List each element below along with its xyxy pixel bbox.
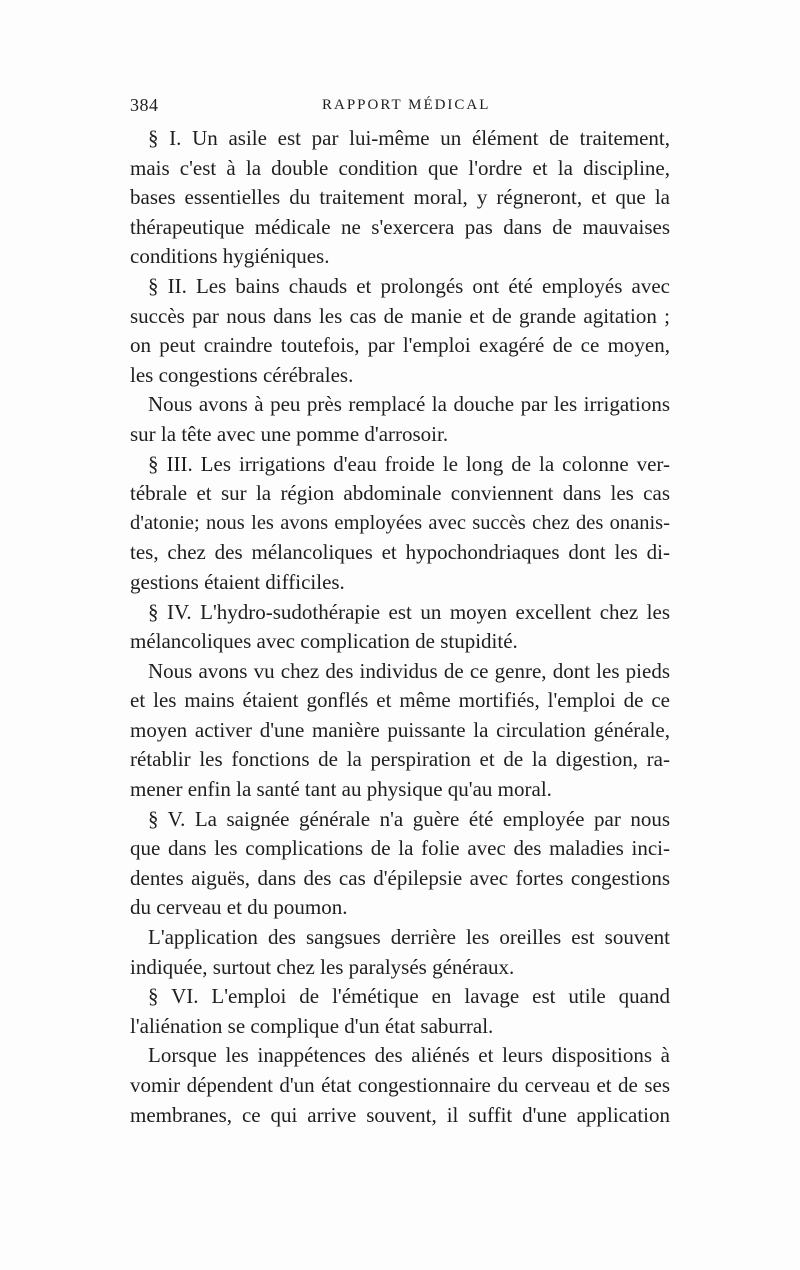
text-line: indiquée, surtout chez les paralysés généraux.	[130, 954, 515, 979]
running-head	[130, 92, 670, 118]
text-line: § I. Un asile est par lui-même un élément de traitement,	[148, 126, 670, 150]
text-line: d'atonie; nous les avons employées avec succès chez des onanis-	[130, 511, 670, 534]
text-line: membranes, ce qui arrive souvent, il suffit d'une application	[130, 1102, 670, 1127]
text-line: gestions étaient difficiles.	[130, 569, 345, 594]
text-line: mais c'est à la double condition que l'ordre et la discipline,	[130, 155, 670, 180]
text-line: L'application des sangsues derrière les oreilles est souvent	[148, 925, 670, 950]
body-text	[130, 124, 670, 1130]
text-line: vomir dépendent d'un état congestionnaire du cerveau et de ses	[130, 1073, 670, 1097]
text-line: § IV. L'hydro-sudothérapie est un moyen excellent chez les	[148, 599, 670, 624]
text-line: tes, chez des mélancoliques et hypochondriaques dont les di-	[130, 540, 670, 565]
text-line: succès par nous dans les cas de manie et de grande agitation ;	[130, 303, 670, 328]
text-line: Nous avons vu chez des individus de ce genre, dont les pieds	[148, 658, 670, 683]
text-line: sur la tête avec une pomme d'arrosoir.	[130, 421, 449, 446]
text-line: conditions hygiéniques.	[130, 244, 330, 269]
text-line: Nous avons à peu près remplacé la douche par les irrigations	[148, 392, 670, 417]
text-line: § II. Les bains chauds et prolongés ont été employés avec	[148, 273, 670, 298]
text-line: mener enfin la santé tant au physique qu'au moral.	[130, 777, 552, 802]
text-line: et les mains étaient gonflés et même mortifiés, l'emploi de ce	[130, 688, 670, 713]
text-line: que dans les complications de la folie avec des maladies inci-	[130, 836, 670, 861]
text-line: l'aliénation se complique d'un état saburral.	[130, 1013, 494, 1038]
text-line: § V. La saignée générale n'a guère été employée par nous	[148, 806, 670, 831]
text-line: les congestions cérébrales.	[130, 362, 354, 387]
text-line: mélancoliques avec complication de stupidité.	[130, 629, 518, 654]
text-line: Lorsque les inappétences des aliénés et leurs dispositions à	[148, 1043, 670, 1068]
text-line: § III. Les irrigations d'eau froide le long de la colonne ver-	[148, 451, 670, 476]
text-line: thérapeutique médicale ne s'exercera pas dans de mauvaises	[130, 214, 670, 239]
running-title: RAPPORT MÉDICAL	[322, 97, 491, 113]
text-line: moyen activer d'une manière puissante la circulation générale,	[130, 717, 670, 742]
text-line: § VI. L'emploi de l'émétique en lavage est utile quand	[148, 984, 670, 1009]
page-number: 384	[130, 95, 159, 115]
text-line: tébrale et sur la région abdominale conviennent dans les cas	[130, 481, 670, 506]
text-line: rétablir les fonctions de la perspiration et de la digestion, ra-	[130, 747, 670, 772]
text-line: bases essentielles du traitement moral, y régneront, et que la	[130, 185, 670, 210]
text-line: dentes aiguës, dans des cas d'épilepsie avec fortes congestions	[130, 865, 670, 890]
text-line: du cerveau et du poumon.	[130, 895, 348, 920]
text-line: on peut craindre toutefois, par l'emploi exagéré de ce moyen,	[130, 333, 670, 358]
